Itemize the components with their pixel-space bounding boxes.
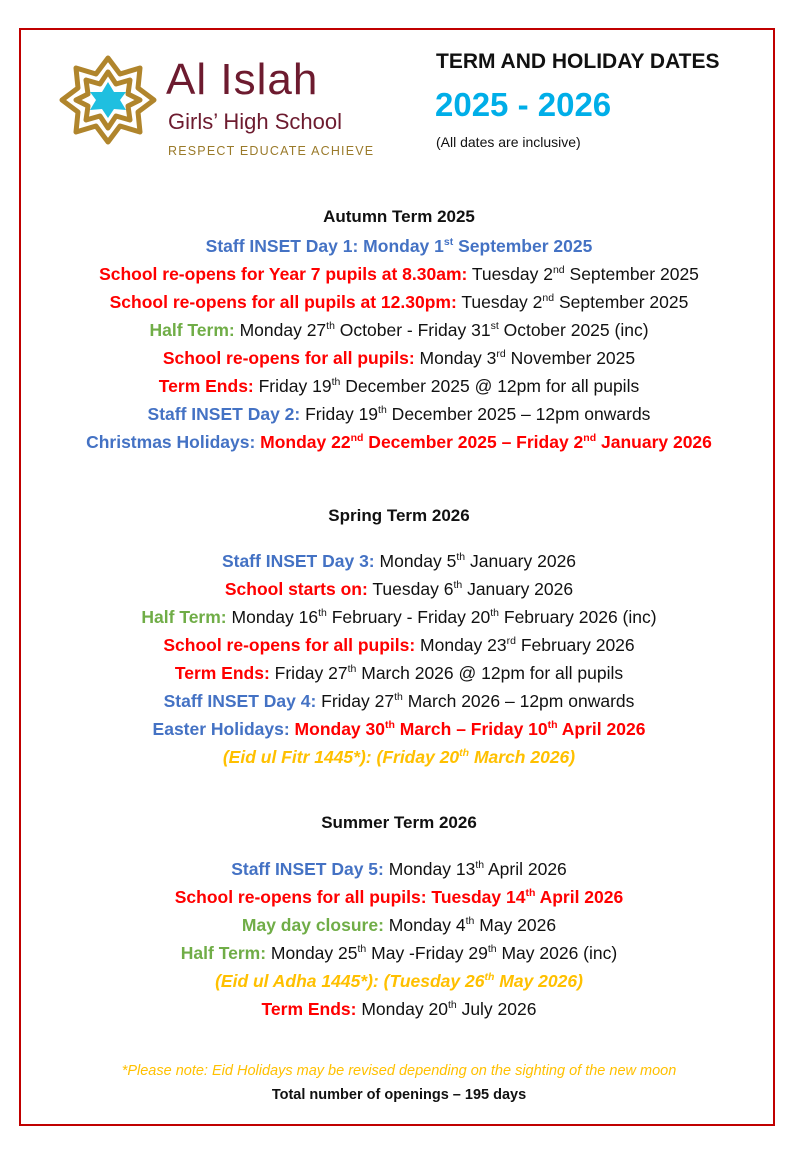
summer-reopen: School re-opens for all pupils: Tuesday 14th April 2026 [174,887,624,907]
easter-holidays: Easter Holidays: Monday 30th March – Friday 10th April 2026 [152,719,646,739]
spring-heading: Spring Term 2026 [328,506,470,525]
page-title: TERM AND HOLIDAY DATES [436,50,720,73]
autumn-inset-1: Staff INSET Day 1: Monday 1st September 2025 [205,236,593,256]
spring-term-ends: Term Ends: Friday 27th March 2026 @ 12pm for all pupils [174,663,624,683]
spring-inset-3: Staff INSET Day 3: Monday 5th January 2026 [221,551,577,571]
spring-school-starts: School starts on: Tuesday 6th January 2026 [224,579,574,599]
school-logo [58,54,378,164]
eid-ul-adha: (Eid ul Adha 1445*): (Tuesday 26th May 2026) [215,971,583,991]
christmas-holidays: Christmas Holidays: Monday 22nd December 2025 – Friday 2nd January 2026 [86,432,712,452]
summer-term-ends: Term Ends: Monday 20th July 2026 [261,999,537,1019]
summer-half-term: Half Term: Monday 25th May -Friday 29th May 2026 (inc) [180,943,618,963]
logo-star-icon [58,54,158,158]
autumn-heading: Autumn Term 2025 [323,207,475,226]
autumn-half-term: Half Term: Monday 27th October - Friday 31st October 2025 (inc) [149,320,649,340]
autumn-term-ends: Term Ends: Friday 19th December 2025 @ 12pm for all pupils [158,376,640,396]
autumn-inset-2: Staff INSET Day 2: Friday 19th December 2025 – 12pm onwards [147,404,651,424]
summer-inset-5: Staff INSET Day 5: Monday 13th April 2026 [231,859,567,879]
spring-reopen-after-half-term: School re-opens for all pupils: Monday 23rd February 2026 [163,635,635,655]
eid-footnote: *Please note: Eid Holidays may be revised depending on the sighting of the new moon [121,1063,677,1079]
logo-school-subtitle: Girls’ High School [168,109,343,134]
total-openings: Total number of openings – 195 days [271,1087,527,1103]
autumn-all-reopen: School re-opens for all pupils at 12.30pm: Tuesday 2nd September 2025 [109,292,689,312]
logo-school-name: Al Islah [166,55,319,104]
summer-heading: Summer Term 2026 [321,813,477,832]
academic-year: 2025 - 2026 [435,86,612,123]
spring-inset-4: Staff INSET Day 4: Friday 27th March 2026 – 12pm onwards [163,691,635,711]
autumn-year7-reopen: School re-opens for Year 7 pupils at 8.30am: Tuesday 2nd September 2025 [99,264,699,284]
autumn-reopen-after-half-term: School re-opens for all pupils: Monday 3rd November 2025 [162,348,636,368]
spring-half-term: Half Term: Monday 16th February - Friday 20th February 2026 (inc) [141,607,657,627]
may-day-closure: May day closure: Monday 4th May 2026 [241,915,557,935]
eid-ul-fitr: (Eid ul Fitr 1445*): (Friday 20th March 2026) [222,747,576,767]
dates-note: (All dates are inclusive) [436,134,581,150]
logo-motto: RESPECT EDUCATE ACHIEVE [168,144,375,158]
